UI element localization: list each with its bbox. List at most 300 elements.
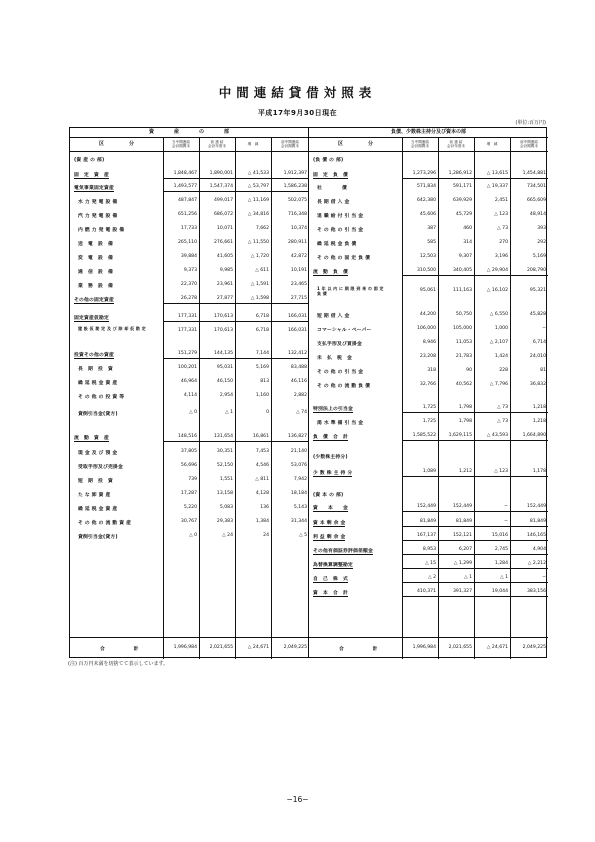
column-header-text: 区 分 [98, 140, 134, 147]
row-value: 48,914 [529, 212, 546, 217]
column-header-c2 [199, 137, 235, 151]
row-label: 電気事業固定資産 [74, 186, 114, 191]
row-value: 132,412 [288, 351, 307, 356]
row-value: 95,031 [216, 365, 233, 370]
row-value: 1,798 [458, 419, 472, 424]
row-label: (資 本 の 部) [313, 493, 344, 498]
total-row [309, 645, 548, 655]
row-value: △ 11,169 [247, 198, 269, 203]
table-row [70, 328, 308, 338]
table-row [309, 382, 548, 392]
row-label: 現 金 及 び 預 金 [78, 451, 118, 456]
subtotal-line [402, 511, 548, 512]
row-value: △ 73 [497, 226, 508, 231]
table-row [309, 547, 548, 557]
row-value: 591,171 [453, 184, 472, 189]
document-date: 平成17年9月30日現在 [257, 109, 338, 117]
total-value: △ 24,671 [247, 645, 269, 650]
table-row [309, 405, 548, 415]
column-header-label [70, 137, 163, 151]
row-label: 固 定 負 債 [313, 173, 348, 178]
row-value: 270 [499, 240, 508, 245]
row-value: 152,121 [453, 533, 472, 538]
row-value: 1,218 [532, 405, 546, 410]
table-row [309, 589, 548, 599]
table-row [70, 449, 308, 459]
row-label: 1 年 以 内 に 期 限 到 来 の 固 定 負 債 [317, 286, 384, 296]
row-value: 136 [260, 505, 269, 510]
table-row [70, 519, 308, 529]
row-value: 26,278 [180, 296, 197, 301]
subtotal-line [402, 440, 548, 441]
row-value: 639,929 [453, 198, 472, 203]
row-label: 流 動 資 産 [74, 436, 109, 441]
row-value: 813 [260, 379, 269, 384]
table-row [70, 254, 308, 264]
row-value: 106,000 [417, 326, 436, 331]
row-value: 734,501 [527, 184, 546, 189]
row-value: 1,178 [532, 469, 546, 474]
table-row [70, 171, 308, 181]
row-value: 111,163 [453, 288, 472, 293]
row-value: 10,071 [216, 226, 233, 231]
row-label: 繰 延 税 金 資 産 [78, 507, 118, 512]
row-label: 貸倒引当金(貸方) [78, 535, 118, 540]
row-value: 170,613 [214, 314, 233, 319]
row-value: 1,384 [255, 519, 269, 524]
row-value: 340,405 [453, 268, 472, 273]
row-label: 資 本 合 計 [313, 591, 348, 596]
row-value: △ 24 [222, 533, 233, 538]
row-value: 95,061 [419, 288, 436, 293]
row-value: 1,089 [422, 469, 436, 474]
row-label: 貸倒引当金(貸方) [78, 412, 118, 417]
row-value: 410,371 [417, 589, 436, 594]
row-value: 1,551 [219, 477, 233, 482]
row-value: 32,766 [419, 382, 436, 387]
table-row [309, 156, 548, 166]
column-header-text: 会計期間末 [520, 144, 538, 148]
row-label: 未 払 税 金 [317, 356, 352, 361]
row-label: 固定資産仮勘定 [74, 316, 109, 321]
row-value: 2,451 [494, 198, 508, 203]
row-value: 41,605 [216, 254, 233, 259]
column-header-text: 会計年度末 [208, 144, 226, 148]
row-value: 1,725 [422, 419, 436, 424]
row-value: △ 74 [296, 410, 307, 415]
row-value: 170,613 [214, 328, 233, 333]
table-row [70, 314, 308, 324]
row-label: その他有価証券評価差額金 [313, 549, 373, 554]
row-value: 167,137 [417, 533, 436, 538]
row-value: 9,307 [458, 254, 472, 259]
row-value: 56,696 [180, 463, 197, 468]
row-label: 為替換算調整勘定 [313, 563, 353, 568]
row-value: 18,184 [290, 491, 307, 496]
total-label: 合 計 [100, 647, 151, 652]
row-value: 40,562 [455, 382, 472, 387]
row-value: 292 [537, 240, 546, 245]
row-value: 1,547,374 [209, 184, 233, 189]
row-label: 社 債 [317, 186, 347, 191]
table-row [70, 533, 308, 543]
row-value: 17,733 [180, 226, 197, 231]
row-value: 15,016 [491, 533, 508, 538]
subtotal-line [163, 178, 309, 179]
table-row [70, 156, 308, 166]
row-value: 739 [188, 477, 197, 482]
row-value: 1,912,397 [283, 171, 307, 176]
column-header-label [309, 137, 402, 151]
table-row [309, 340, 548, 350]
row-value: 1,273,296 [412, 171, 436, 176]
row-value: △ 53,797 [247, 184, 269, 189]
row-value: 21,140 [290, 449, 307, 454]
row-value: 276,661 [214, 240, 233, 245]
row-label: その他の固定資産 [74, 298, 114, 303]
row-value: 5,169 [255, 365, 269, 370]
row-label: 受取手形及び売掛金 [78, 465, 123, 470]
row-value: 152,449 [453, 504, 472, 509]
row-value: 1,493,577 [173, 184, 197, 189]
row-value: 460 [463, 226, 472, 231]
row-value: △ 6,550 [489, 312, 508, 317]
subtotal-line [402, 526, 548, 527]
subtotal-line [402, 178, 548, 179]
row-value: △ 73 [497, 419, 508, 424]
row-value: 152,449 [527, 504, 546, 509]
unit-label: (単位:百万円) [515, 120, 546, 126]
row-value: − [504, 519, 508, 524]
row-label: そ の 他 の 流 動 負 債 [317, 384, 371, 389]
total-label: 合 計 [339, 647, 390, 652]
subtotal-line [402, 582, 548, 583]
row-value: 314 [463, 240, 472, 245]
row-value: 2,882 [293, 393, 307, 398]
row-value: 4,546 [255, 463, 269, 468]
row-value: 4,904 [532, 547, 546, 552]
table-row [309, 171, 548, 181]
row-value: 81,849 [455, 519, 472, 524]
table-row [70, 410, 308, 420]
column-header-c4 [510, 137, 548, 151]
row-value: 144,135 [214, 351, 233, 356]
table-row [309, 433, 548, 443]
row-value: 1,286,912 [448, 171, 472, 176]
row-value: 23,208 [419, 354, 436, 359]
row-value: 50,750 [455, 312, 472, 317]
row-value: 502,075 [288, 198, 307, 203]
row-value: △ 43,593 [486, 433, 508, 438]
table-row [70, 463, 308, 473]
table-row [309, 419, 548, 429]
row-label: そ の 他 の 引 当 金 [317, 228, 364, 233]
row-label: (負 債 の 部) [313, 158, 344, 163]
row-label: た な 卸 資 産 [78, 493, 111, 498]
row-value: 318 [427, 368, 436, 373]
row-value: 151,279 [178, 351, 197, 356]
row-label: (資 産 の 部) [74, 158, 105, 163]
row-value: 24,010 [529, 354, 546, 359]
row-value: 148,516 [178, 434, 197, 439]
row-value: 131,654 [214, 434, 233, 439]
total-value: 2,049,225 [522, 645, 546, 650]
row-value: 208,790 [527, 268, 546, 273]
row-value: 5,083 [219, 505, 233, 510]
row-value: 81,849 [529, 519, 546, 524]
row-value: 22,370 [180, 282, 197, 287]
row-label: 利 益 剰 余 金 [313, 535, 346, 540]
row-label: 繰 延 税 金 負 債 [317, 242, 357, 247]
row-value: 37,805 [180, 449, 197, 454]
subtotal-line [402, 568, 548, 569]
table-row [309, 575, 548, 585]
row-label: そ の 他 の 流 動 資 産 [78, 521, 132, 526]
row-label: 内 燃 力 発 電 設 備 [78, 228, 125, 233]
row-value: 265,110 [178, 240, 197, 245]
row-value: 29,383 [216, 519, 233, 524]
row-value: 1,218 [532, 419, 546, 424]
row-value: 177,331 [178, 314, 197, 319]
assets-section [70, 128, 309, 657]
liabilities-section [309, 128, 548, 657]
row-value: △ 1,598 [250, 296, 269, 301]
row-value: 152,449 [417, 504, 436, 509]
row-value: 1,160 [255, 393, 269, 398]
column-header-text: 会計年度末 [447, 144, 465, 148]
row-value: 81 [540, 368, 546, 373]
row-value: △ 1,591 [250, 282, 269, 287]
table-row [309, 561, 548, 571]
subtotal-line [163, 191, 309, 192]
row-value: 11,053 [455, 340, 472, 345]
table-row [70, 434, 308, 444]
row-value: 39,884 [180, 254, 197, 259]
liabilities-header: 負債、少数株主持分及び資本の部 [309, 128, 548, 138]
column-header-text: 前 連 結 [210, 139, 224, 144]
row-value: △ 11,550 [247, 240, 269, 245]
column-header-text: 増 減 [486, 141, 498, 146]
row-label: 少 数 株 主 持 分 [313, 471, 353, 476]
row-value: 19,044 [491, 589, 508, 594]
total-value: 2,021,655 [448, 645, 472, 650]
column-header-text: 会計期間末 [281, 144, 299, 148]
row-value: 44,200 [419, 312, 436, 317]
row-label: 繰 延 税 金 資 産 [78, 381, 118, 386]
row-value: △ 13,615 [486, 171, 508, 176]
total-divider [70, 637, 308, 638]
table-row [309, 453, 548, 463]
table-row [309, 254, 548, 264]
subtotal-line [402, 476, 548, 477]
row-value: 686,072 [214, 212, 233, 217]
row-value: 1,424 [494, 354, 508, 359]
row-value: 23,465 [290, 282, 307, 287]
table-row [70, 477, 308, 487]
table-row [70, 240, 308, 250]
row-label: 送 電 設 備 [78, 242, 113, 247]
row-value: 499,017 [214, 198, 233, 203]
row-value: − [542, 575, 546, 580]
row-value: 83,488 [290, 365, 307, 370]
row-label: 支払手形及び買掛金 [317, 342, 362, 347]
row-value: △ 16,102 [486, 288, 508, 293]
table-row [309, 240, 548, 250]
assets-header: 資 産 の 部 [70, 128, 308, 138]
row-value: 9,985 [219, 268, 233, 273]
row-value: 6,714 [532, 340, 546, 345]
column-header-text: 会計期間末 [411, 144, 429, 148]
row-value: 571,834 [417, 184, 436, 189]
row-value: 17,287 [180, 491, 197, 496]
row-label: 変 電 設 備 [78, 256, 113, 261]
row-label: (少数株主持分) [313, 455, 348, 460]
table-row [70, 379, 308, 389]
total-divider [309, 637, 548, 638]
row-value: 136,827 [288, 434, 307, 439]
row-value: − [504, 504, 508, 509]
row-value: 7,662 [255, 226, 269, 231]
row-value: 1,586,238 [283, 184, 307, 189]
row-value: 42,872 [290, 254, 307, 259]
row-value: 95,321 [529, 288, 546, 293]
row-value: 2,954 [219, 393, 233, 398]
row-value: △ 123 [494, 469, 508, 474]
row-label: 渇 水 準 備 引 当 金 [317, 421, 364, 426]
row-value: △ 1 [464, 575, 472, 580]
row-value: △ 811 [255, 477, 269, 482]
table-row [70, 198, 308, 208]
row-label: 資 本 剰 余 金 [313, 521, 346, 526]
row-value: 46,116 [290, 379, 307, 384]
column-header-text: 当中間連結 [411, 139, 429, 144]
row-value: 8,946 [422, 340, 436, 345]
row-label: 流 動 負 債 [313, 270, 348, 275]
table-row [309, 491, 548, 501]
row-value: 383,156 [527, 589, 546, 594]
row-value: 280,911 [288, 240, 307, 245]
table-row [309, 288, 548, 298]
row-value: △ 2,107 [489, 340, 508, 345]
row-label: 短 期 借 入 金 [317, 314, 350, 319]
row-value: 53,076 [290, 463, 307, 468]
row-value: 13,158 [216, 491, 233, 496]
row-value: 9,373 [183, 268, 197, 273]
footnote: (注) 百万円未満を切捨てて表示しています。 [68, 661, 169, 667]
row-value: 27,715 [290, 296, 307, 301]
total-value: 2,049,225 [283, 645, 307, 650]
row-value: △ 1 [500, 575, 508, 580]
row-value: 8,953 [422, 547, 436, 552]
column-header-text: 前中間連結 [520, 139, 538, 144]
row-value: 4,128 [255, 491, 269, 496]
row-value: 45,828 [529, 312, 546, 317]
row-value: △ 29,904 [486, 268, 508, 273]
column-header-c3 [235, 137, 271, 151]
column-header-c1 [402, 137, 438, 151]
row-value: 1,890,001 [209, 171, 233, 176]
total-value: 2,021,655 [209, 645, 233, 650]
row-value: 3,196 [494, 254, 508, 259]
column-header-c1 [163, 137, 199, 151]
row-value: 0 [266, 410, 269, 415]
row-label: 汽 力 発 電 設 備 [78, 214, 118, 219]
table-row [70, 393, 308, 403]
subtotal-line [402, 412, 548, 413]
row-label: 投資その他の資産 [74, 353, 114, 358]
row-value: 1,848,467 [173, 171, 197, 176]
row-value: △ 15 [425, 561, 436, 566]
row-value: 1,284 [494, 561, 508, 566]
row-value: 393 [537, 226, 546, 231]
row-value: △ 1 [225, 410, 233, 415]
table-row [309, 198, 548, 208]
column-header-text: 前中間連結 [281, 139, 299, 144]
row-label: 自 己 株 式 [313, 577, 348, 582]
row-label: 長 期 投 資 [78, 367, 113, 372]
table-row [309, 268, 548, 278]
row-value: △ 41,533 [247, 171, 269, 176]
row-label: コマーシャル・ペーパー [317, 328, 372, 333]
balance-sheet-table [69, 127, 547, 658]
row-value: 716,348 [288, 212, 307, 217]
column-header-text: 増 減 [247, 141, 259, 146]
row-value: △ 123 [494, 212, 508, 217]
row-value: 1,000 [494, 326, 508, 331]
total-row [70, 645, 308, 655]
row-value: 642,380 [417, 198, 436, 203]
row-value: △ 0 [189, 410, 197, 415]
table-row [70, 268, 308, 278]
row-value: 24 [263, 533, 269, 538]
row-label: 資 本 金 [313, 506, 348, 511]
row-value: △ 19,337 [486, 184, 508, 189]
row-value: 487,847 [178, 198, 197, 203]
row-value: △ 34,816 [247, 212, 269, 217]
row-value: 10,374 [290, 226, 307, 231]
subtotal-line [163, 358, 309, 359]
row-value: △ 7,796 [489, 382, 508, 387]
row-label: 特別法上の引当金 [313, 407, 353, 412]
subtotal-line [402, 540, 548, 541]
row-value: 5,220 [183, 505, 197, 510]
row-value: 651,256 [178, 212, 197, 217]
table-row [70, 212, 308, 222]
row-value: 45,606 [419, 212, 436, 217]
row-label: 負 債 合 計 [313, 435, 348, 440]
column-header-c4 [271, 137, 309, 151]
subtotal-line [163, 303, 309, 304]
row-label: そ の 他 の 引 当 金 [317, 370, 364, 375]
row-value: 36,832 [529, 382, 546, 387]
row-value: 5,143 [293, 505, 307, 510]
row-value: 2,745 [494, 547, 508, 552]
row-value: △ 0 [189, 533, 197, 538]
table-row [70, 282, 308, 292]
row-label: 通 信 設 備 [78, 270, 113, 275]
subtotal-line [402, 275, 548, 276]
total-value: △ 24,671 [486, 645, 508, 650]
row-value: △ 73 [497, 405, 508, 410]
row-value: 21,783 [455, 354, 472, 359]
subtotal-line [163, 441, 309, 442]
row-value: 6,718 [255, 328, 269, 333]
page-number: −16− [286, 795, 309, 804]
table-row [309, 519, 548, 529]
row-value: 1,212 [458, 469, 472, 474]
row-value: 46,150 [216, 379, 233, 384]
row-value: 1,629,115 [448, 433, 472, 438]
